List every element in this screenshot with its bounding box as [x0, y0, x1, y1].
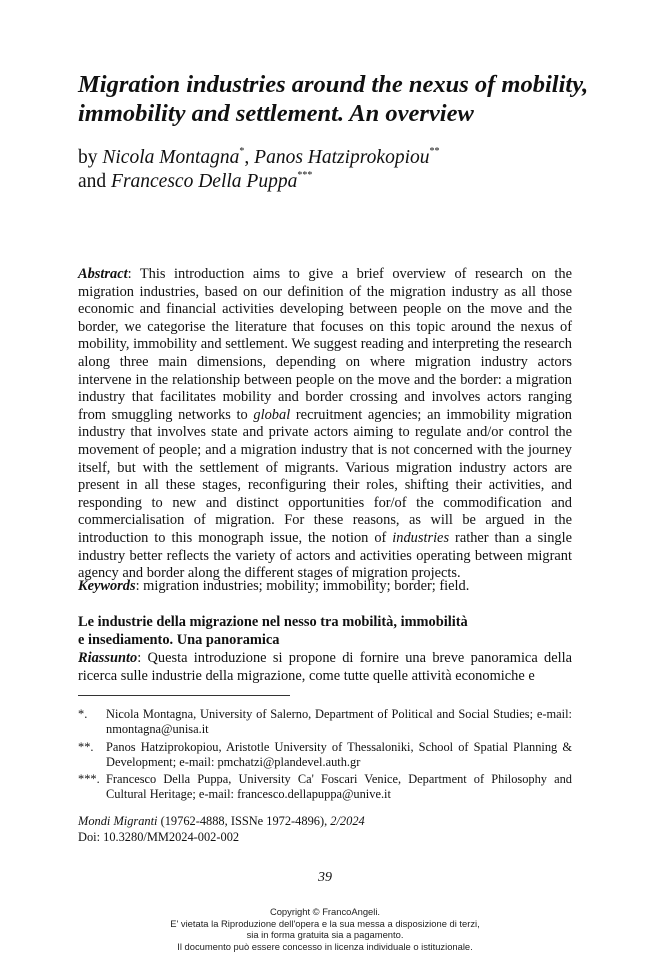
byline-and: and	[78, 171, 107, 192]
copyright-line: Il documento può essere concesso in licenza individuale o istituzionale.	[177, 940, 473, 952]
abstract-emphasis-global: global	[253, 406, 291, 423]
abstract-text-2: recruitment agencies; an immobility migration industry that involves state and private actors aiming to regulate and/or control the movement of people; and a migration industry that is not concerned with the journey itself, but with the settlement of migrants. Various migration industry actors are present in all these stages, reconfiguring their roles, shifting their activities, and responding to new and distinct opportunities for/of the commodification and commercialisation of migration. For these reasons, as will be argued in the introduction to this monograph issue, the notion of	[78, 406, 572, 546]
footnote-mark: *.	[78, 707, 88, 721]
author-1-mark: *	[239, 146, 245, 157]
italian-title-line-1: Le industrie della migrazione nel nesso tra mobilità, immobilità	[78, 614, 468, 630]
keywords-text: : migration industries; mobility; immobility; border; field.	[135, 578, 470, 594]
author-byline	[78, 146, 598, 194]
riassunto	[78, 650, 572, 685]
footnote-mark: **.	[78, 739, 94, 754]
footnote-divider	[78, 695, 290, 696]
italian-title-line-2: e insediamento. Una panoramica	[78, 631, 280, 648]
journal-info	[78, 814, 572, 845]
abstract-text-1: : This introduction aims to give a brief overview of research on the migration industries, based on our definition of the migration industry as all those economic and financial activities developing between people on the move and the border, we categorise the literature that focuses on this topic around the nexus of mobility, immobility and settlement. We suggest reading and interpreting the research along three main dimensions, depending on where migration industry actors intervene in the relationship between people on the move and the border: a migration industry that facilitates mobility and border crossing and involves actors ranging from smuggling networks to	[78, 266, 572, 423]
footnote-text: Nicola Montagna, University of Salerno, Department of Political and Social Studies; e-mail: nmontagna@unisa.it	[106, 707, 572, 737]
footnote	[78, 772, 572, 803]
abstract-emphasis-industries: industries	[392, 529, 450, 546]
riassunto-text: : Questa introduzione si propone di fornire una breve panoramica della ricerca sulle industrie della migrazione, come tutte quelle attività economiche e	[78, 650, 572, 684]
footnote	[78, 707, 572, 738]
journal-issn: (19762-4888, ISSNe 1972-4896),	[157, 814, 331, 828]
author-3-mark: ***	[297, 170, 313, 181]
author-1: Nicola Montagna	[102, 147, 240, 168]
article-title: Migration industries around the nexus of mobility, immobility and settlement. An overview	[78, 71, 589, 127]
abstract-label: Abstract	[78, 266, 128, 282]
keywords	[78, 578, 572, 596]
copyright-line: Copyright © FrancoAngeli.	[269, 906, 381, 917]
page-number: 39	[318, 870, 332, 885]
journal-doi: Doi: 10.3280/MM2024-002-002	[78, 829, 240, 844]
footnote	[78, 740, 572, 771]
footnote-mark: ***.	[78, 772, 100, 787]
byline-line-2	[78, 170, 598, 194]
footnotes	[78, 707, 572, 805]
author-2: Panos Hatziprokopiou	[254, 147, 430, 168]
copyright-line: E' vietata la Riproduzione dell'opera e la sua messa a disposizione di terzi,	[170, 917, 480, 929]
italian-title	[78, 614, 572, 649]
journal-citation	[78, 814, 572, 830]
footnote-text: Francesco Della Puppa, University Ca' Foscari Venice, Department of Philosophy and Cultural Heritage; e-mail: francesco.dellapuppa@unive.it	[106, 772, 572, 802]
byline-by: by	[78, 147, 98, 168]
footnote-text: Panos Hatziprokopiou, Aristotle University of Thessaloniki, School of Spatial Planning & Development; e-mail: pmchatzi@plandevel.auth.gr	[106, 739, 572, 769]
copyright-line: sia in forma gratuita sia a pagamento.	[246, 929, 404, 941]
abstract	[78, 266, 572, 583]
riassunto-label: Riassunto	[78, 650, 138, 666]
byline-line-1: by Nicola Montagna*, Panos Hatziprokopiou**	[78, 146, 440, 168]
journal-issue: 2/2024	[330, 814, 365, 828]
keywords-label: Keywords	[78, 578, 136, 594]
author-3: Francesco Della Puppa	[111, 171, 298, 192]
journal-name: Mondi Migranti	[78, 814, 158, 828]
abstract-text-3: rather than a single industry better reflects the variety of actors and activities operating between migrant agency and border along the different stages of migration projects.	[78, 529, 572, 582]
author-2-mark: **	[429, 146, 440, 157]
copyright-notice	[0, 906, 650, 952]
